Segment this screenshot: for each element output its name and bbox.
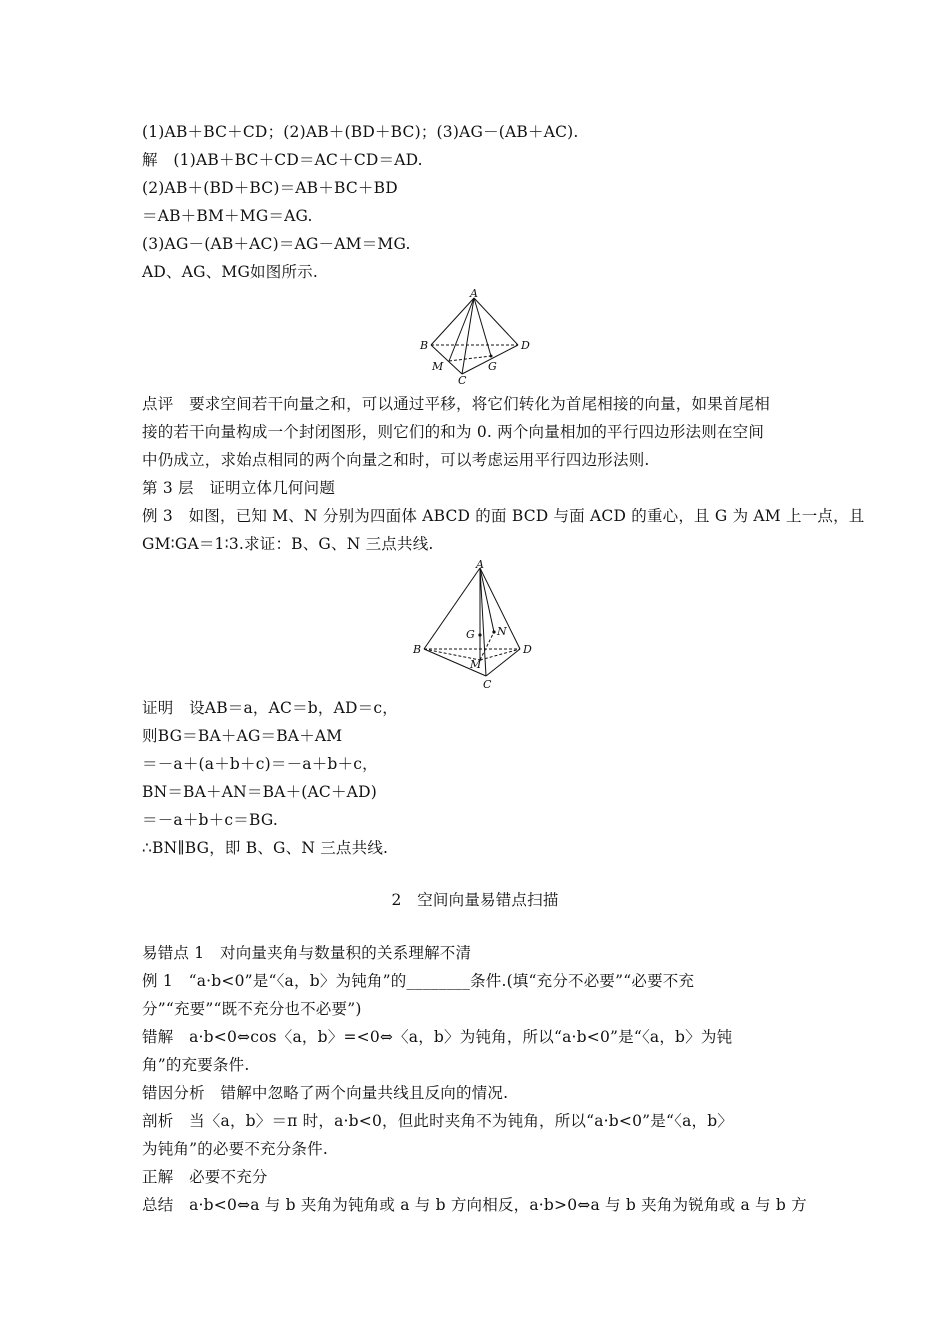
tetrahedron-figure-1 bbox=[415, 288, 540, 388]
label-g: G bbox=[466, 628, 475, 641]
text-line: (3)AG－(AB＋AC)＝AG－AM＝MG. bbox=[142, 235, 411, 253]
proof-line: 证明 设AB＝a，AC＝b，AD＝c， bbox=[142, 699, 398, 717]
analysis-line-1: 剖析 当〈a，b〉＝π 时，a·b<0，但此时夹角不为钝角，所以“a·b<0”是“〈a，b〉 bbox=[142, 1112, 734, 1130]
proof-line: BN＝BA＋AN＝BA＋(AC＋AD) bbox=[142, 783, 377, 801]
comment-line-3: 中仍成立，求始点相同的两个向量之和时，可以考虑运用平行四边形法则. bbox=[142, 451, 650, 469]
comment-line-2: 接的若干向量构成一个封闭图形，则它们的和为 0. 两个向量相加的平行四边形法则在空间 bbox=[142, 423, 765, 441]
label-n: N bbox=[497, 625, 507, 638]
text-line: (2)AB＋(BD＋BC)＝AB＋BC＋BD bbox=[142, 179, 398, 197]
correct-answer: 正解 必要不充分 bbox=[142, 1168, 268, 1186]
comment-line-1: 点评 要求空间若干向量之和，可以通过平移，将它们转化为首尾相接的向量，如果首尾相 bbox=[142, 395, 771, 413]
label-c: C bbox=[483, 678, 492, 691]
proof-line: ＝－a＋b＋c＝BG. bbox=[142, 811, 278, 829]
example1-line-2: 分”“充要”“既不充分也不必要”) bbox=[142, 1000, 362, 1018]
label-b: B bbox=[413, 643, 422, 656]
text-line: AD、AG、MG如图所示. bbox=[142, 263, 318, 281]
example1-line-1: 例 1 “a·b<0”是“〈a，b〉为钝角”的________条件.(填“充分不必要”“必要不充 bbox=[142, 972, 695, 990]
label-a: A bbox=[470, 288, 478, 300]
text-line: (1)AB＋BC＋CD；(2)AB＋(BD＋BC)；(3)AG－(AB＋AC). bbox=[142, 123, 579, 141]
proof-line: 则BG＝BA＋AG＝BA＋AM bbox=[142, 727, 343, 745]
error-cause: 错因分析 错解中忽略了两个向量共线且反向的情况. bbox=[142, 1084, 509, 1102]
section-heading: 2 空间向量易错点扫描 bbox=[391, 891, 559, 909]
tetrahedron-figure-2 bbox=[408, 558, 538, 693]
label-g: G bbox=[488, 360, 497, 373]
summary-line: 总结 a·b<0⇔a 与 b 夹角为钝角或 a 与 b 方向相反，a·b>0⇔a 与 b 夹角为锐角或 a 与 b 方 bbox=[142, 1196, 807, 1214]
label-b: B bbox=[420, 339, 429, 352]
example3-line-1: 例 3 如图，已知 M、N 分别为四面体 ABCD 的面 BCD 与面 ACD 的重心，且 G 为 AM 上一点，且 bbox=[142, 507, 865, 525]
analysis-line-2: 为钝角”的必要不充分条件. bbox=[142, 1140, 328, 1158]
proof-line: ＝－a＋(a＋b＋c)＝－a＋b＋c， bbox=[142, 755, 378, 773]
layer-heading: 第 3 层 证明立体几何问题 bbox=[142, 479, 336, 497]
wrong-solution-line-2: 角”的充要条件. bbox=[142, 1056, 250, 1074]
error-point-title: 易错点 1 对向量夹角与数量积的关系理解不清 bbox=[142, 944, 472, 962]
label-d: D bbox=[523, 643, 532, 656]
text-line: ＝AB＋BM＋MG＝AG. bbox=[142, 207, 313, 225]
label-c: C bbox=[458, 374, 467, 387]
label-d: D bbox=[521, 339, 530, 352]
proof-line: ∴BN∥BG，即 B、G、N 三点共线. bbox=[142, 839, 389, 857]
label-m: M bbox=[432, 360, 444, 373]
label-m: M bbox=[470, 658, 482, 671]
text-line: 解 (1)AB＋BC＋CD＝AC＋CD＝AD. bbox=[142, 151, 423, 169]
wrong-solution-line-1: 错解 a·b<0⇔cos〈a，b〉=<0⇔〈a，b〉为钝角，所以“a·b<0”是“〈a，b〉为钝 bbox=[142, 1028, 733, 1046]
example3-line-2: GM∶GA＝1∶3.求证：B、G、N 三点共线. bbox=[142, 535, 434, 553]
label-a: A bbox=[476, 558, 484, 571]
